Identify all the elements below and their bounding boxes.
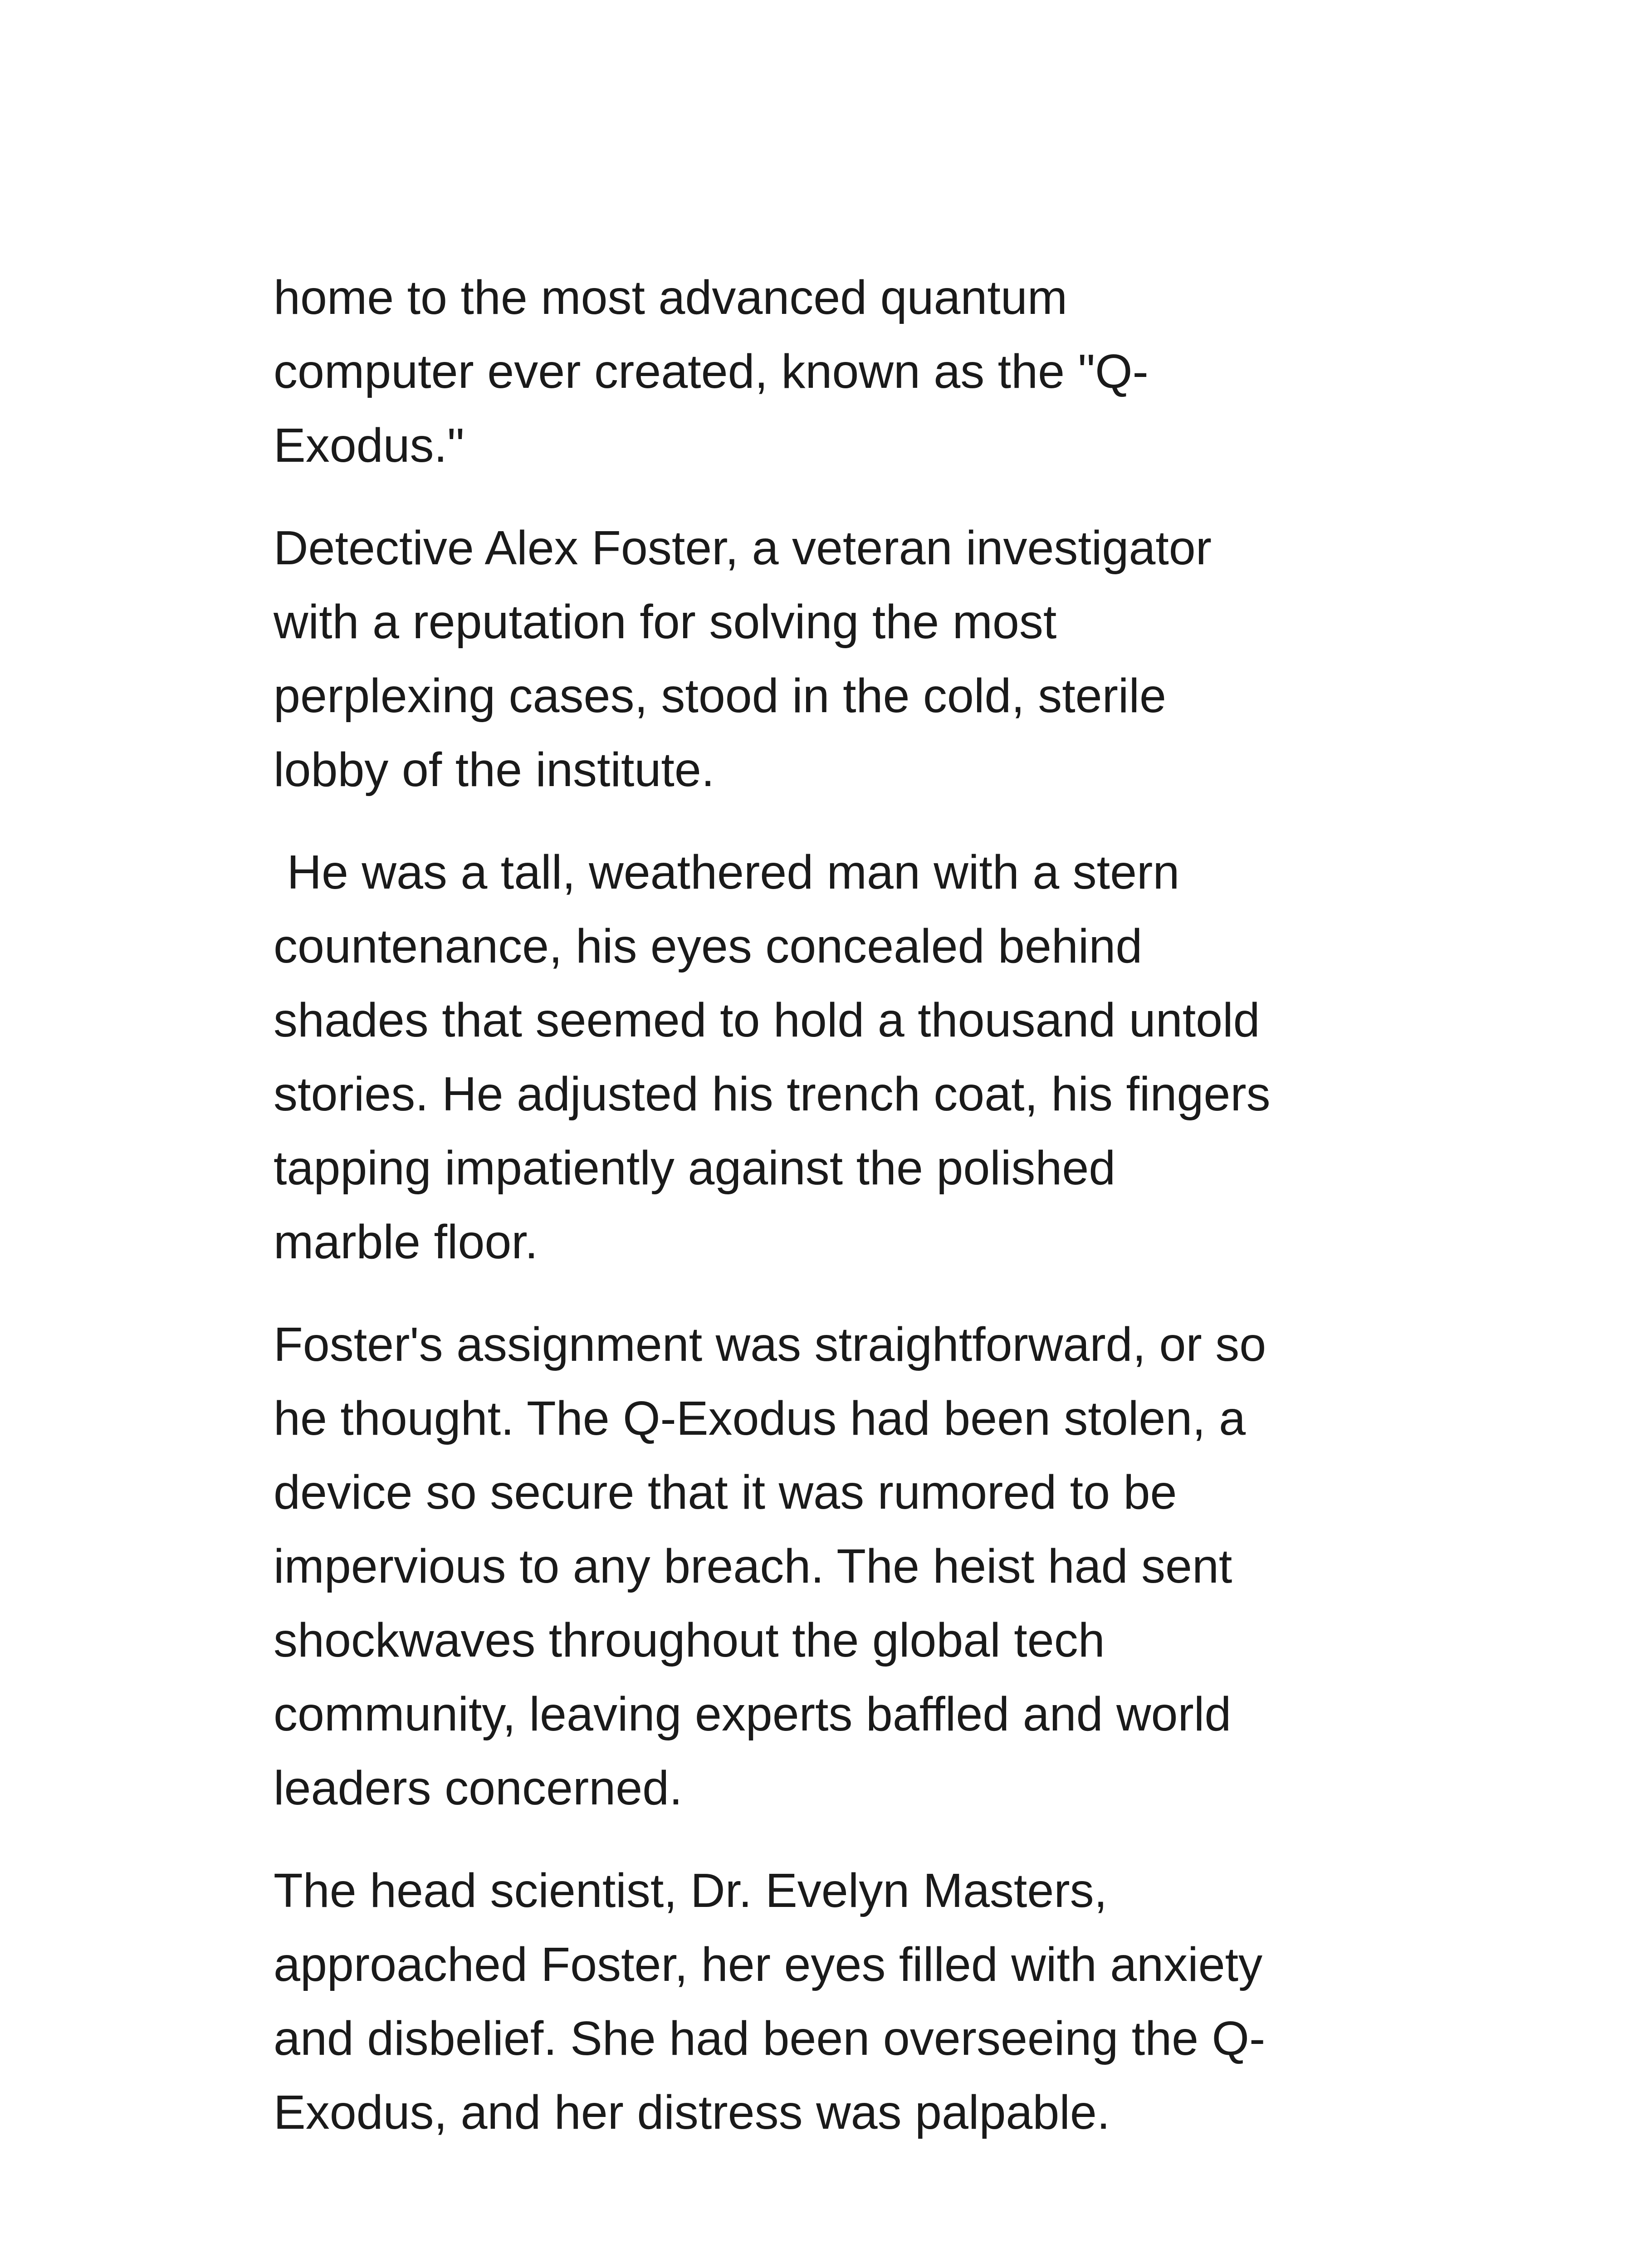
text-line: countenance, his eyes concealed behind — [274, 919, 1143, 973]
text-line: He was a tall, weathered man with a stern — [274, 846, 1180, 899]
text-line: computer ever created, known as the "Q- — [274, 345, 1149, 398]
text-line: stories. He adjusted his trench coat, his fingers — [274, 1067, 1271, 1121]
text-line: shades that seemed to hold a thousand untold — [274, 993, 1260, 1047]
paragraph — [274, 261, 1362, 483]
paragraph — [274, 1308, 1362, 1825]
text-line: home to the most advanced quantum — [274, 271, 1068, 324]
text-line: leaders concerned. — [274, 1761, 683, 1815]
text-line: impervious to any breach. The heist had sent — [274, 1540, 1232, 1593]
text-line: with a reputation for solving the most — [274, 595, 1057, 649]
paragraph — [274, 836, 1362, 1279]
text-line: and disbelief. She had been overseeing the Q- — [274, 2012, 1266, 2065]
text-line: The head scientist, Dr. Evelyn Masters, — [274, 1864, 1108, 1917]
body-text — [274, 261, 1362, 2178]
text-line: Exodus, and her distress was palpable. — [274, 2086, 1110, 2139]
text-line: Foster's assignment was straightforward, or so — [274, 1318, 1266, 1371]
text-line: he thought. The Q-Exodus had been stolen, a — [274, 1392, 1246, 1445]
text-line: marble floor. — [274, 1215, 538, 1269]
text-line: Exodus." — [274, 419, 464, 472]
text-line: lobby of the institute. — [274, 743, 715, 797]
paragraph — [274, 511, 1362, 807]
text-line: shockwaves throughout the global tech — [274, 1613, 1105, 1667]
text-line: Detective Alex Foster, a veteran investigator — [274, 521, 1212, 575]
text-line: tapping impatiently against the polished — [274, 1141, 1116, 1195]
paragraph — [274, 1854, 1362, 2150]
text-line: perplexing cases, stood in the cold, sterile — [274, 669, 1166, 723]
text-line: community, leaving experts baffled and world — [274, 1687, 1232, 1741]
text-line: approached Foster, her eyes filled with anxiety — [274, 1938, 1263, 1991]
text-line: device so secure that it was rumored to be — [274, 1466, 1177, 1519]
